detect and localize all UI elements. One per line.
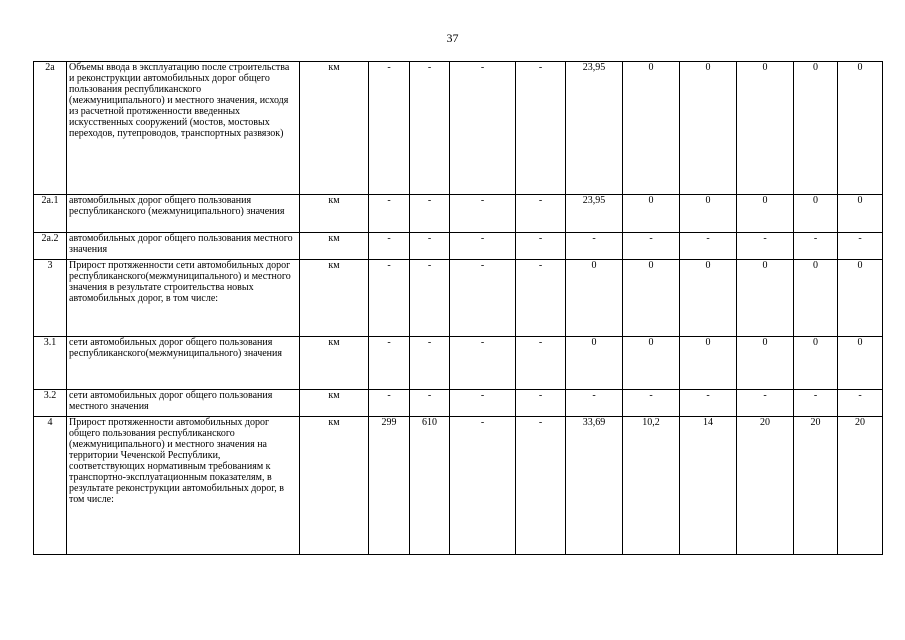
value-cell: 610	[410, 417, 450, 555]
value-cell: -	[516, 62, 566, 195]
unit-cell: км	[300, 195, 369, 233]
value-cell: 0	[680, 195, 737, 233]
value-cell: -	[369, 62, 410, 195]
value-cell: -	[516, 337, 566, 390]
row-number-cell: 3	[34, 260, 67, 337]
value-cell: 0	[623, 337, 680, 390]
row-number-cell: 3.2	[34, 390, 67, 417]
value-cell: -	[410, 62, 450, 195]
value-cell: 33,69	[566, 417, 623, 555]
value-cell: 0	[838, 337, 883, 390]
row-number-cell: 2а.1	[34, 195, 67, 233]
value-cell: 0	[737, 337, 794, 390]
table-row	[34, 417, 883, 555]
indicators-table	[33, 61, 883, 555]
value-cell: -	[369, 390, 410, 417]
value-cell: 0	[794, 195, 838, 233]
value-cell: 20	[794, 417, 838, 555]
value-cell: 0	[680, 337, 737, 390]
value-cell: -	[450, 195, 516, 233]
table-row	[34, 337, 883, 390]
value-cell: -	[623, 390, 680, 417]
value-cell: -	[450, 62, 516, 195]
value-cell: -	[794, 233, 838, 260]
value-cell: 0	[623, 62, 680, 195]
value-cell: -	[794, 390, 838, 417]
value-cell: -	[838, 390, 883, 417]
indicator-name-cell: автомобильных дорог общего пользования республиканского (межмуниципального) значения	[67, 195, 300, 233]
value-cell: -	[410, 337, 450, 390]
table-row	[34, 62, 883, 195]
value-cell: 20	[737, 417, 794, 555]
value-cell: -	[369, 337, 410, 390]
unit-cell: км	[300, 417, 369, 555]
value-cell: -	[450, 233, 516, 260]
value-cell: 0	[680, 62, 737, 195]
unit-cell: км	[300, 390, 369, 417]
value-cell: 0	[737, 195, 794, 233]
row-number-cell: 2а.2	[34, 233, 67, 260]
table-row	[34, 260, 883, 337]
page-number: 37	[446, 31, 459, 45]
value-cell: 299	[369, 417, 410, 555]
indicator-name-cell: сети автомобильных дорог общего пользования местного значения	[67, 390, 300, 417]
value-cell: -	[680, 390, 737, 417]
value-cell: 23,95	[566, 195, 623, 233]
value-cell: 0	[566, 337, 623, 390]
value-cell: -	[450, 337, 516, 390]
value-cell: -	[450, 417, 516, 555]
value-cell: 0	[794, 260, 838, 337]
value-cell: 20	[838, 417, 883, 555]
value-cell: -	[516, 260, 566, 337]
value-cell: -	[450, 390, 516, 417]
value-cell: -	[838, 233, 883, 260]
row-number-cell: 3.1	[34, 337, 67, 390]
value-cell: 0	[623, 260, 680, 337]
value-cell: 0	[838, 260, 883, 337]
row-number-cell: 2а	[34, 62, 67, 195]
value-cell: 0	[794, 62, 838, 195]
unit-cell: км	[300, 260, 369, 337]
value-cell: 0	[623, 195, 680, 233]
value-cell: -	[369, 260, 410, 337]
value-cell: -	[623, 233, 680, 260]
value-cell: -	[410, 260, 450, 337]
table-row	[34, 195, 883, 233]
table-row	[34, 390, 883, 417]
value-cell: -	[369, 195, 410, 233]
row-number-cell: 4	[34, 417, 67, 555]
unit-cell: км	[300, 62, 369, 195]
value-cell: -	[410, 390, 450, 417]
indicator-name-cell: Прирост протяженности автомобильных дорог общего пользования республиканского (межмуниципального) и местного значения на территории Чеченской Республики, соответствующих нормативным требованиям к транспортно-эксплуатационным показателям, в результате реконструкции автомобильных дорог, в том числе:	[67, 417, 300, 555]
value-cell: 0	[680, 260, 737, 337]
indicator-name-cell: Объемы ввода в эксплуатацию после строительства и реконструкции автомобильных дорог общего пользования республиканского (межмуниципального) и местного значения, исходя из расчетной протяженности введенных искусственных сооружений (мостов, мостовых переходов, путепроводов, транспортных развязок)	[67, 62, 300, 195]
value-cell: -	[410, 233, 450, 260]
value-cell: -	[516, 390, 566, 417]
value-cell: 0	[838, 195, 883, 233]
value-cell: 0	[737, 260, 794, 337]
indicator-name-cell: сети автомобильных дорог общего пользования республиканского(межмуниципального) значения	[67, 337, 300, 390]
value-cell: 0	[566, 260, 623, 337]
value-cell: -	[369, 233, 410, 260]
value-cell: 0	[737, 62, 794, 195]
value-cell: -	[516, 195, 566, 233]
value-cell: -	[410, 195, 450, 233]
table-row	[34, 233, 883, 260]
value-cell: -	[737, 390, 794, 417]
value-cell: -	[737, 233, 794, 260]
value-cell: 10,2	[623, 417, 680, 555]
value-cell: 14	[680, 417, 737, 555]
value-cell: 23,95	[566, 62, 623, 195]
value-cell: -	[680, 233, 737, 260]
indicator-name-cell: автомобильных дорог общего пользования местного значения	[67, 233, 300, 260]
value-cell: -	[566, 390, 623, 417]
unit-cell: км	[300, 233, 369, 260]
indicator-name-cell: Прирост протяженности сети автомобильных дорог республиканского(межмуниципального) и местного значения в результате строительства новых автомобильных дорог, в том числе:	[67, 260, 300, 337]
value-cell: -	[516, 417, 566, 555]
value-cell: 0	[838, 62, 883, 195]
unit-cell: км	[300, 337, 369, 390]
value-cell: -	[566, 233, 623, 260]
value-cell: -	[450, 260, 516, 337]
value-cell: 0	[794, 337, 838, 390]
value-cell: -	[516, 233, 566, 260]
